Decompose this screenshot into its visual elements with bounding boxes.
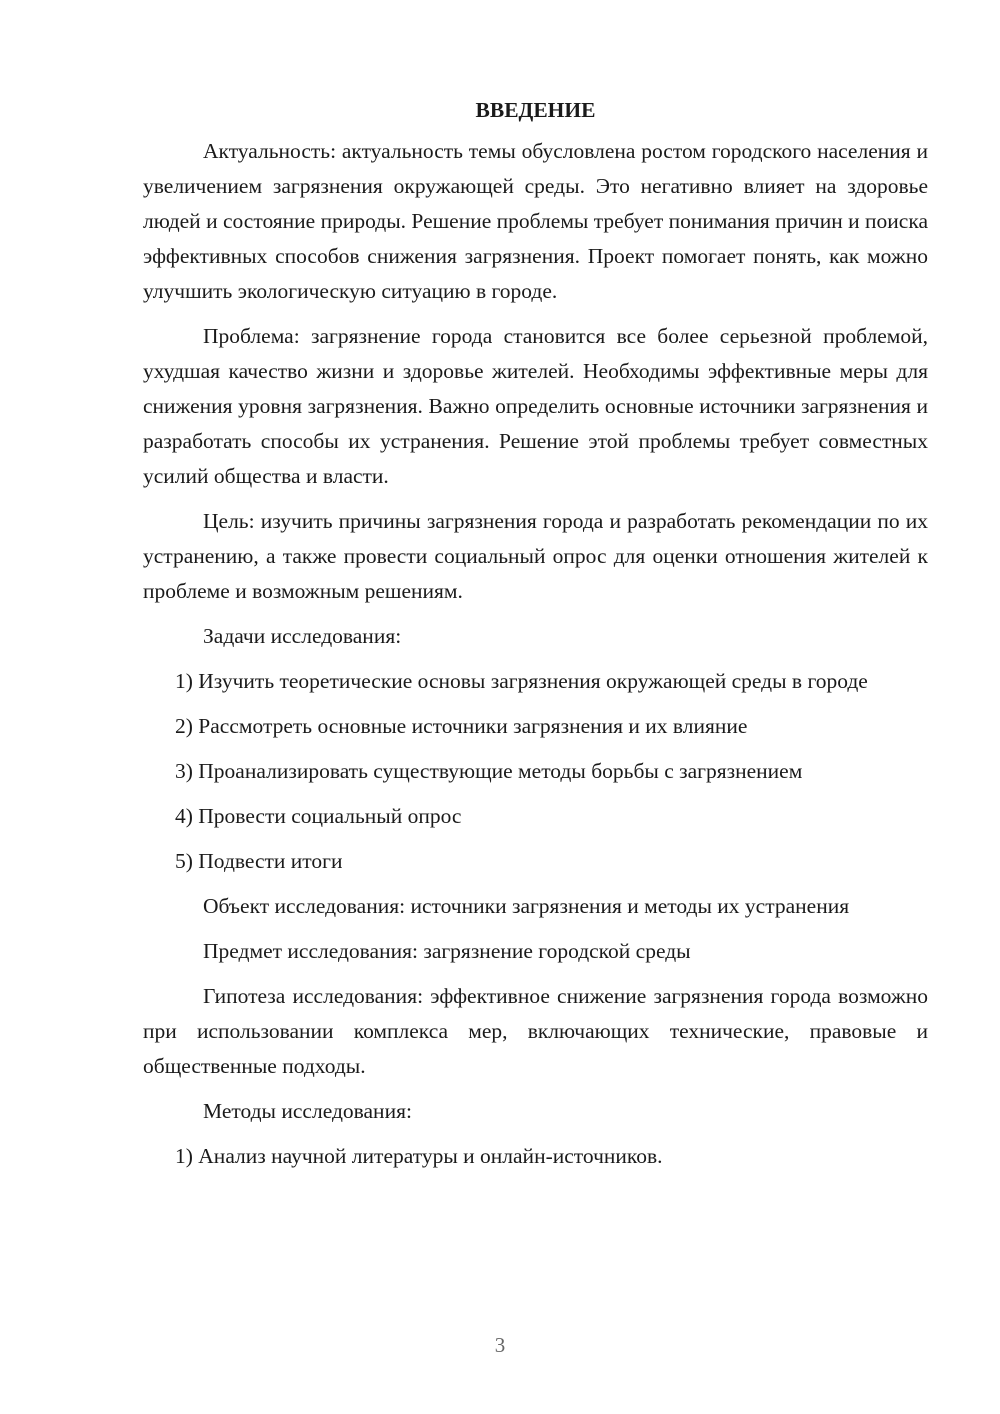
paragraph-relevance: Актуальность: актуальность темы обусловлена ростом городского населения и увеличением загрязнения окружающей среды. Это негативно влияет на здоровье людей и состояние природы. Решение проблемы требует понимания причин и поиска эффективных способов снижения загрязнения. Проект помогает понять, как можно улучшить экологическую ситуацию в городе. xyxy=(143,139,928,303)
task-item-1: 1) Изучить теоретические основы загрязнения окружающей среды в городе xyxy=(175,669,868,693)
method-item-1: 1) Анализ научной литературы и онлайн-источников. xyxy=(175,1144,663,1168)
tasks-heading: Задачи исследования: xyxy=(203,624,402,648)
paragraph-problem: Проблема: загрязнение города становится все более серьезной проблемой, ухудшая качество жизни и здоровье жителей. Необходимы эффективные меры для снижения уровня загрязнения. Важно определить основные источники загрязнения и разработать способы их устранения. Решение этой проблемы требует совместных усилий общества и власти. xyxy=(143,324,928,488)
paragraph-object: Объект исследования: источники загрязнения и методы их устранения xyxy=(203,894,850,918)
task-item-3: 3) Проанализировать существующие методы борьбы с загрязнением xyxy=(175,759,803,783)
paragraph-hypothesis: Гипотеза исследования: эффективное снижение загрязнения города возможно при использовании комплекса мер, включающих технические, правовые и общественные подходы. xyxy=(143,984,928,1078)
paragraph-goal: Цель: изучить причины загрязнения города и разработать рекомендации по их устранению, а также провести социальный опрос для оценки отношения жителей к проблеме и возможным решениям. xyxy=(143,509,928,603)
page-number: 3 xyxy=(494,1333,506,1357)
methods-heading: Методы исследования: xyxy=(203,1099,412,1123)
paragraph-subject: Предмет исследования: загрязнение городской среды xyxy=(203,939,691,963)
task-item-2: 2) Рассмотреть основные источники загрязнения и их влияние xyxy=(175,714,748,738)
section-title: ВВЕДЕНИЕ xyxy=(475,98,596,122)
task-item-5: 5) Подвести итоги xyxy=(175,849,343,873)
page-content xyxy=(143,94,928,1174)
task-item-4: 4) Провести социальный опрос xyxy=(175,804,462,828)
